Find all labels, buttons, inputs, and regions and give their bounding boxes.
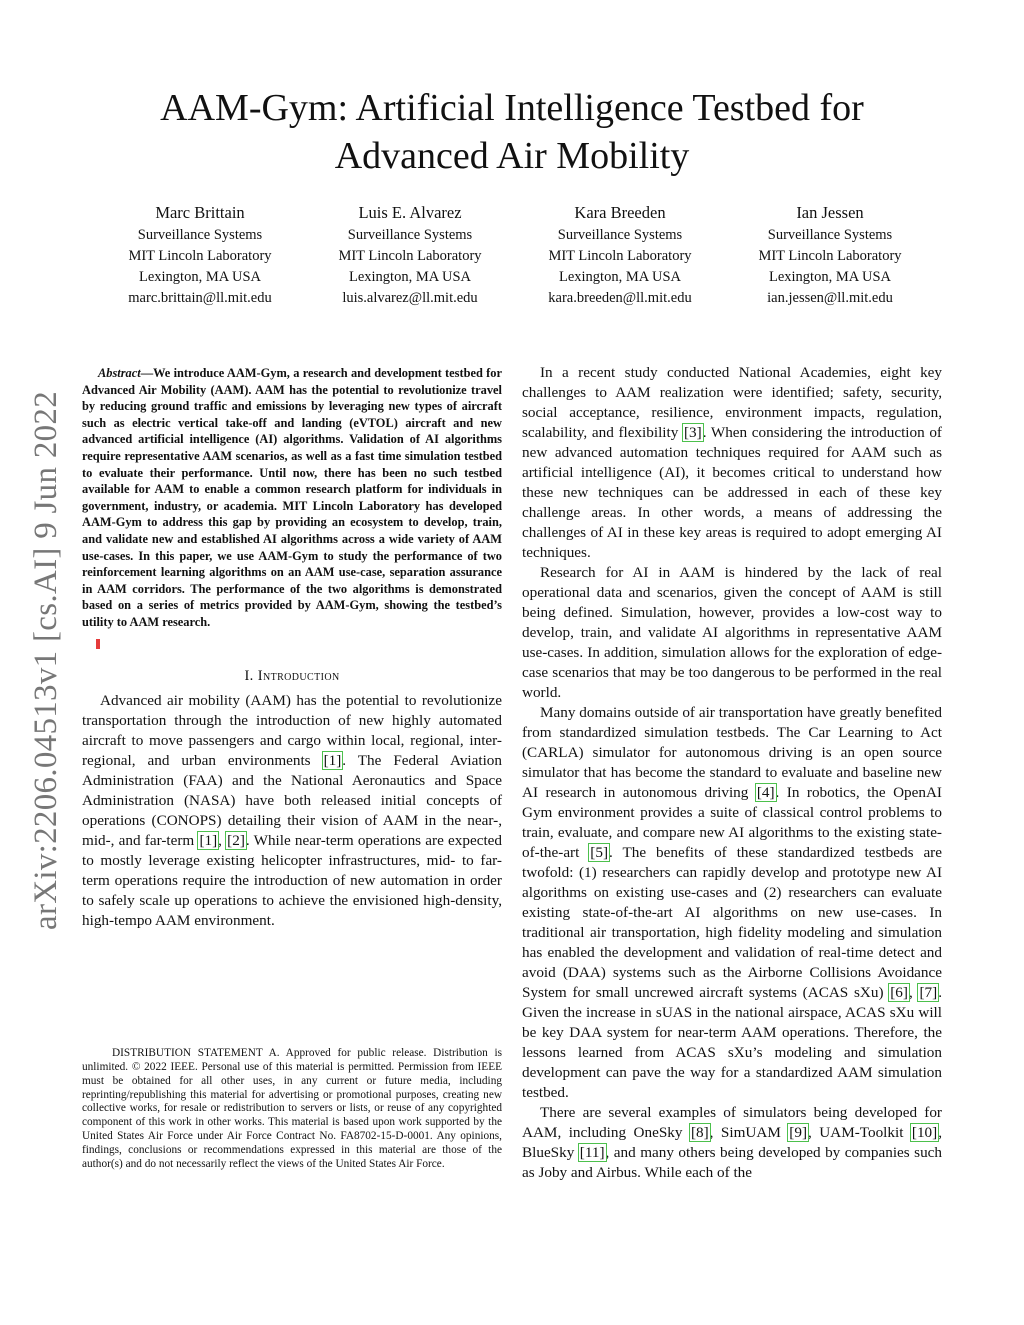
title-line-1: AAM-Gym: Artificial Intelligence Testbed for: [160, 87, 864, 129]
text-run: . While near-term operations are expected to mostly leverage existing helicopter infrastructures, mid- to far-term operations require the introduction of new automation in order to safely scale up operations to achieve the envisioned high-density, high-tempo AAM environment.: [82, 831, 502, 929]
author-location: Lexington, MA USA: [768, 269, 892, 285]
author-block: [520, 202, 720, 309]
text-run: In a recent study conducted National Academies, eight key challenges to AAM realization were identified; safety, security, social acceptance, resilience, environment impacts, regulation, scalability, and flexibility: [522, 364, 942, 441]
author-block: [310, 202, 510, 309]
paragraph-research: Research for AI in AAM is hindered by the lack of real operational data and scenarios, given the concept of AAM is still being defined. Simulation, however, provides a low-cost way to develop, train, and validate AI algorithms in representative AAM use-cases. In addition, simulation allows for the exploration of edge-case scenarios that may be too dangerous to be performed in the real world.: [522, 564, 942, 701]
text-run: Many domains outside of air transportation have greatly benefited from standardized simulation testbeds. The Car Learning to Act (CARLA) simulator for autonomous driving is an open source simulator that has become the standard to evaluate and baseline new AI research in autonomous driving: [522, 704, 942, 801]
author-block: [730, 202, 930, 309]
author-location: Lexington, MA USA: [558, 269, 682, 285]
text-run: . When considering the introduction of new advanced automation techniques required for AAM such as artificial intelligence (AI), it becomes critical to understand how these new techniques can be addressed in each of these key challenge areas. In other words, a means of addressing the challenges of AI in these key areas is required to adopt emerging AI techniques.: [522, 424, 942, 561]
abstract-label: Abstract: [98, 366, 141, 380]
distribution-notice: DISTRIBUTION STATEMENT A. Approved for public release. Distribution is unlimited. © 2022 IEEE. Personal use of this material is permitted. Permission from IEEE must be obtained for all other uses, in any current or future media, including reprinting/republishing this material for advertising or promotional purposes, creating new collective works, for resale or redistribution to servers or lists, or reuse of any copyrighted component of this work in other works. This material is based upon work supported by the United States Air Force under Air Force Contract No. FA8702-15-D-0001. Any opinions, findings, conclusions or recommendations expressed in this material are those of the author(s) and do not necessarily reflect the views of the United States Air Force.: [82, 1047, 502, 1170]
author-dept: Surveillance Systems: [347, 227, 473, 243]
author-list: [100, 202, 930, 309]
abstract: [82, 365, 502, 631]
right-column: [522, 363, 942, 1183]
author-dept: Surveillance Systems: [137, 227, 263, 243]
text-run: There are several examples of simulators being developed for AAM, including OneSky: [522, 1104, 942, 1141]
author-name: Marc Brittain: [155, 203, 245, 222]
author-block: [100, 202, 300, 309]
paragraph-domains: [522, 703, 942, 1103]
citation-link[interactable]: [9]: [789, 1124, 808, 1141]
citation-link[interactable]: [1]: [323, 751, 342, 769]
citation-link[interactable]: [4]: [756, 784, 775, 801]
citation-link[interactable]: [10]: [911, 1124, 938, 1141]
text-run: , SimUAM: [709, 1124, 789, 1141]
author-email[interactable]: ian.jessen@ll.mit.edu: [767, 290, 893, 306]
margin-marker: [82, 631, 502, 654]
author-email[interactable]: marc.brittain@ll.mit.edu: [128, 290, 272, 306]
author-location: Lexington, MA USA: [138, 269, 262, 285]
text-run: . The Federal Aviation Administration (FAA) and the National Aeronautics and Space Administration (NASA) have both released initial concepts of operations (CONOPS) detailing their vision of AAM in the near-, mid-, and far-term: [82, 751, 502, 849]
left-column: [82, 365, 502, 931]
title-line-2: Advanced Air Mobility: [334, 135, 690, 177]
text-run: ,: [908, 984, 919, 1001]
author-org: MIT Lincoln Laboratory: [548, 248, 692, 264]
citation-link[interactable]: [3]: [683, 424, 702, 441]
citation-link[interactable]: [6]: [890, 984, 908, 1001]
paragraph-challenges: [522, 363, 942, 563]
citation-link[interactable]: [2]: [227, 831, 245, 849]
author-name: Luis E. Alvarez: [358, 203, 462, 222]
paper-title: [0, 84, 1024, 180]
text-run: ,: [218, 831, 227, 849]
arxiv-identifier[interactable]: arXiv:2206.04513v1 [cs.AI] 9 Jun 2022: [28, 390, 64, 930]
text-run: , UAM-Toolkit: [808, 1124, 911, 1141]
author-org: MIT Lincoln Laboratory: [338, 248, 482, 264]
citation-link[interactable]: [8]: [690, 1124, 709, 1141]
text-run: . In robotics, the OpenAI Gym environment provides a suite of classical control problems to train, evaluate, and compare new AI algorithms to the existing state-of-the-art: [522, 784, 942, 861]
citation-link[interactable]: [5]: [590, 844, 609, 861]
text-run: Advanced air mobility (AAM) has the potential to revolutionize transportation through the introduction of new highly automated aircraft to move passengers and cargo within local, regional, inter-regional, and urban environments: [82, 691, 502, 769]
author-dept: Surveillance Systems: [767, 227, 893, 243]
paragraph-simulators: [522, 1103, 942, 1183]
author-email[interactable]: luis.alvarez@ll.mit.edu: [342, 290, 478, 306]
citation-link[interactable]: [11]: [579, 1144, 605, 1161]
red-marker-icon: [96, 639, 100, 649]
text-run: . Given the increase in sUAS in the national airspace, ACAS sXu will be key DAA system for near-term AAM operations. Therefore, the lessons learned from ACAS sXu’s modeling and simulation development can pave the way for a standardized AAM simulation testbed.: [522, 984, 942, 1101]
author-location: Lexington, MA USA: [348, 269, 472, 285]
author-name: Ian Jessen: [796, 203, 864, 222]
author-name: Kara Breeden: [574, 203, 666, 222]
intro-paragraph: [82, 691, 502, 931]
author-org: MIT Lincoln Laboratory: [758, 248, 902, 264]
author-org: MIT Lincoln Laboratory: [128, 248, 272, 264]
author-dept: Surveillance Systems: [557, 227, 683, 243]
text-run: , and many others being developed by companies such as Joby and Airbus. While each of the: [522, 1144, 942, 1181]
author-email[interactable]: kara.breeden@ll.mit.edu: [548, 290, 692, 306]
abstract-text: —We introduce AAM-Gym, a research and development testbed for Advanced Air Mobility (AAM). AAM has the potential to revolutionize travel by reducing ground traffic and emissions by leveraging new types of aircraft such as electric vertical take-off and landing (eVTOL) aircraft and new advanced artificial intelligence (AI) algorithms. Validation of AI algorithms require representative AAM scenarios, as well as a fast time simulation testbed to evaluate their performance. Until now, there has been no such testbed available for AAM to enable a common research platform for individuals in government, industry, or academia. MIT Lincoln Laboratory has developed AAM-Gym to address this gap by providing an ecosystem to develop, train, and validate new and established AI algorithms across a wide variety of AAM use-cases. In this paper, we use AAM-Gym to study the performance of two reinforcement learning algorithms on an AAM use-case, separation assurance in AAM corridors. The performance of the two algorithms is demonstrated based on a series of metrics provided by AAM-Gym, showing the testbed’s utility to AAM research.: [82, 366, 502, 629]
citation-link[interactable]: [1]: [199, 831, 218, 849]
text-run: . The benefits of these standardized testbeds are twofold: (1) researchers can rapidly develop and prototype new AI algorithms on existing use-cases and (2) researchers can evaluate existing state-of-the-art AI algorithms on new use-cases. In traditional air transportation, high fidelity modeling and simulation has enabled the development and validation of real-time detect and avoid (DAA) systems such as the Airborne Collisions Avoidance System for small uncrewed aircraft systems (ACAS sXu): [522, 844, 942, 1001]
section-heading-introduction: I. Introduction: [244, 667, 340, 684]
citation-link[interactable]: [7]: [919, 984, 938, 1001]
text-run: , BlueSky: [522, 1124, 942, 1161]
